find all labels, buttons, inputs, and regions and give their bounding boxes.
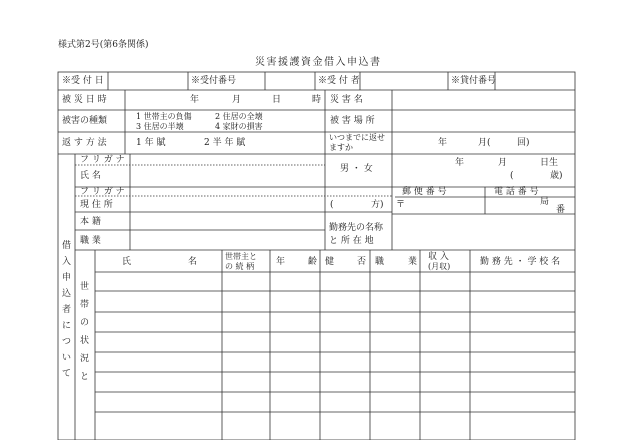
col-name-b: 名 [188,257,198,267]
date-unit-hour: 時 [312,95,322,105]
received-number-label: ※受付番号 [191,76,237,86]
repay-when-label-1: いつまでに返せ [329,133,385,142]
repay-when-label-2: ますか [329,143,353,152]
col-name-a: 氏 [122,257,132,267]
applicant-section-label: 借 入 申 込 者 に つ い て [62,241,72,379]
workplace-label-1: 勤務先の名称 [329,223,384,233]
workplace-label-2: と 所 在 地 [329,236,374,246]
sex-options: 男 ・ 女 [340,164,373,174]
col-relation-1: 世帯主と [225,252,257,261]
damage-option-1: 1 世帯主の負傷 [136,112,192,121]
repay-month-unit: 月( [478,138,491,148]
repay-year-unit: 年 [438,138,448,148]
received-date-label: ※受 付 日 [62,76,104,86]
repay-times-unit: 回) [517,138,530,148]
date-unit-day: 日 [272,95,282,105]
repayment-method-label: 返 す 方 法 [62,138,107,148]
birth-day-unit: 日生 [540,158,559,168]
loan-number-label: ※貸付番号 [451,76,497,86]
col-relation-2: の 続 柄 [225,262,255,271]
age-unit: 歳) [550,171,563,181]
form-number: 様式第2号(第6条関係) [58,40,149,50]
household-side-label: 世 帯 の 状 況 と [80,282,90,382]
address-label: 現 住 所 [80,200,113,210]
occupation-label: 職 業 [80,236,101,246]
damage-option-2: 2 住居の全壊 [215,112,263,121]
receiver-label: ※受 付 者 [318,76,360,86]
postal-mark: 〒 [396,200,406,210]
furigana-label-2: フ リ ガ ナ [80,187,125,197]
domicile-label: 本 籍 [80,217,101,227]
repayment-option-annual: 1 年 賦 [136,138,166,148]
col-income-1: 収 入 [428,252,449,262]
col-health-a: 健 [325,257,335,267]
col-job-b: 業 [408,257,418,267]
form-title: 災害援護資金借入申込書 [255,57,382,68]
disaster-date-label: 被 災 日 時 [62,95,107,105]
damage-option-3: 3 住居の半壊 [136,122,184,131]
damage-type-label: 被害の種類 [62,116,108,126]
repayment-option-semiannual: 2 半 年 賦 [204,138,246,148]
furigana-label: フ リ ガ ナ [80,155,125,165]
age-paren-open: ( [510,171,514,181]
date-unit-month: 月 [232,95,242,105]
address-paren-close: 方) [371,200,384,210]
col-health-b: 否 [357,257,367,267]
postal-code-label: 郵 便 番 号 [402,187,447,197]
col-job-a: 職 [375,257,385,267]
date-unit-year: 年 [190,95,200,105]
col-age-b: 齢 [308,257,318,267]
phone-station-unit: 局 [540,197,550,207]
phone-number-label: 電 話 番 号 [494,187,539,197]
birth-month-unit: 月 [498,158,508,168]
col-income-2: (月収) [428,262,451,271]
damage-option-4: 4 家財の損害 [215,122,263,131]
disaster-name-label: 災 害 名 [330,95,363,105]
phone-number-unit: 番 [556,205,566,215]
address-paren-open: ( [330,200,334,210]
col-work-school: 勤 務 先 ・ 学 校 名 [480,257,561,267]
col-age-a: 年 [276,257,286,267]
damage-location-label: 被 害 場 所 [330,116,375,126]
birth-year-unit: 年 [455,158,465,168]
applicant-name-label: 氏 名 [80,171,101,181]
